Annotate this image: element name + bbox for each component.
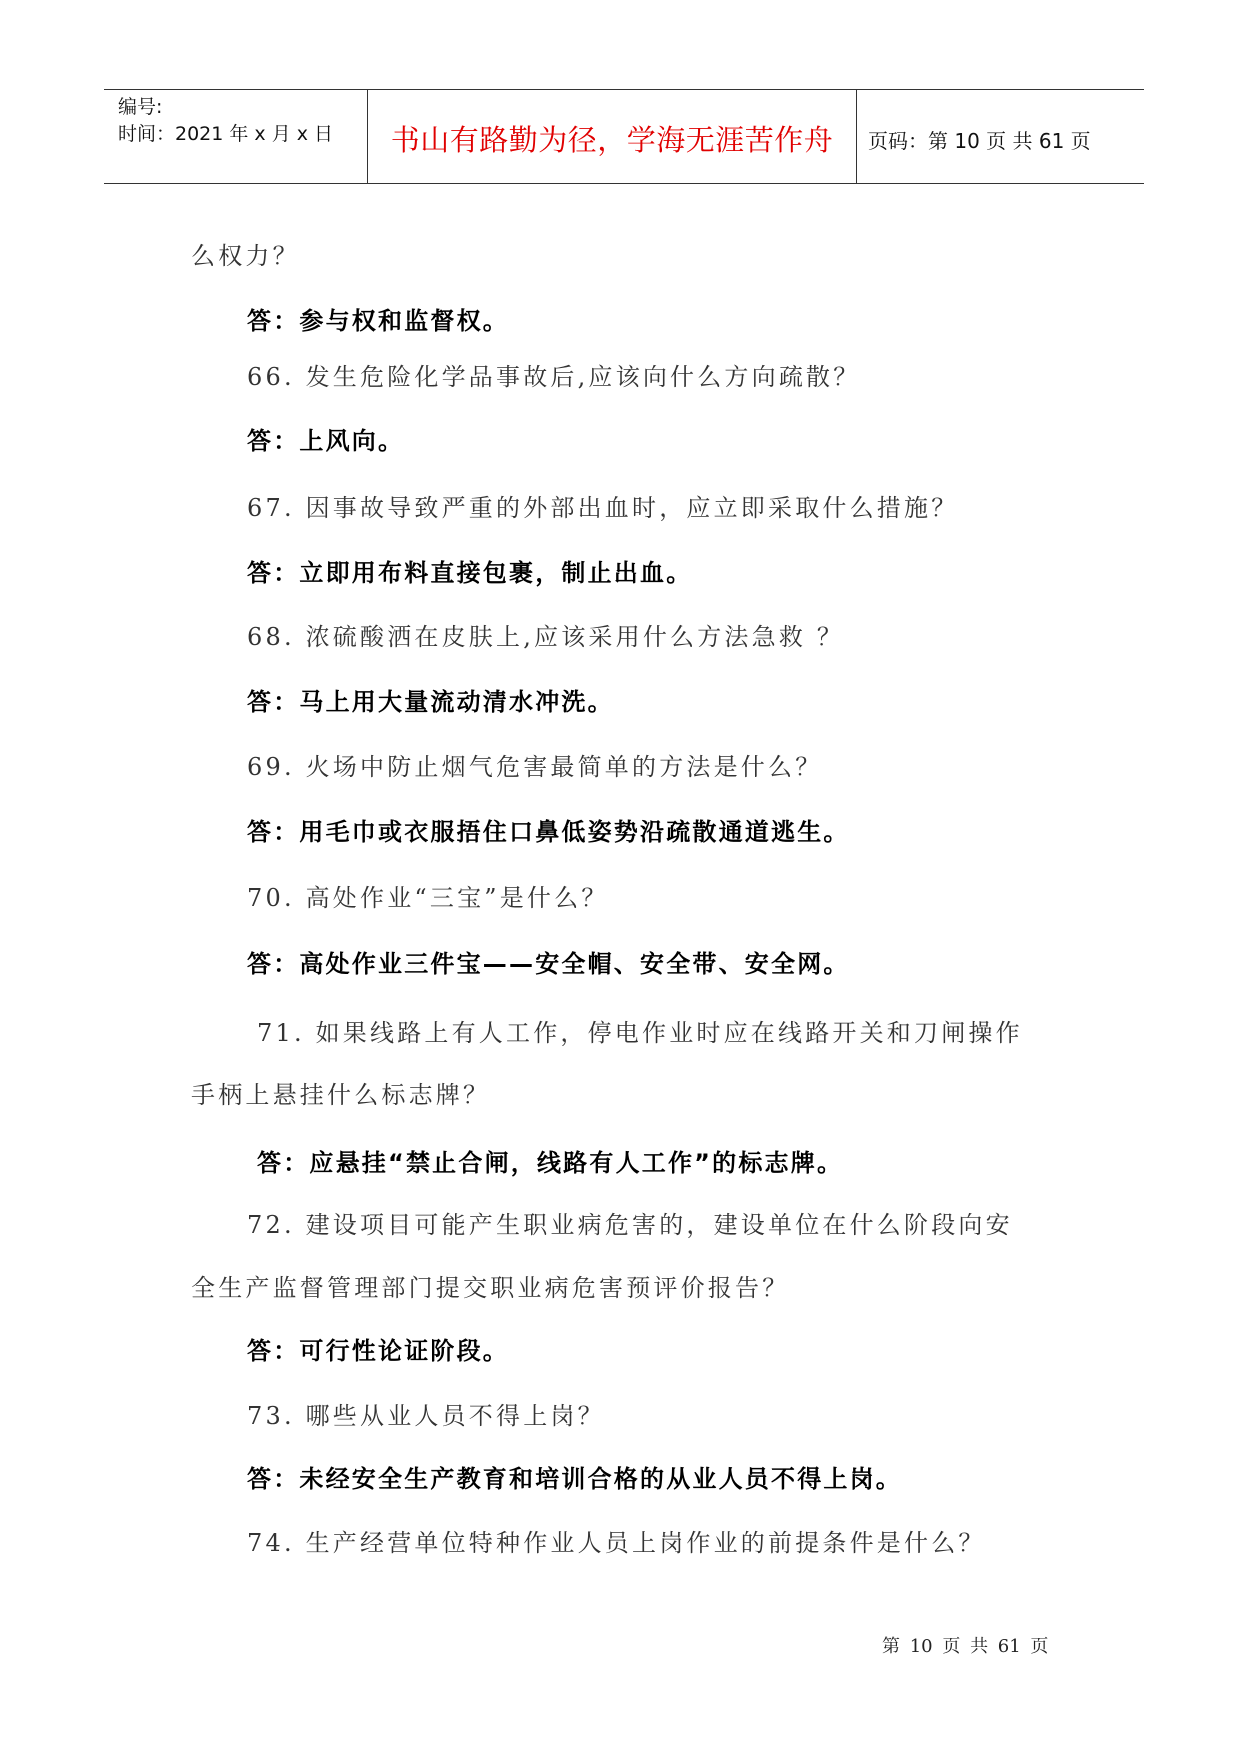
- question-line: 71. 如果线路上有人工作，停电作业时应在线路开关和刀闸操作: [257, 1019, 1023, 1047]
- answer-line: 答：高处作业三件宝——安全帽、安全带、安全网。: [247, 950, 850, 978]
- question-line: 66. 发生危险化学品事故后,应该向什么方向疏散？: [247, 363, 861, 391]
- answer-line: 答：应悬挂“禁止合闸，线路有人工作”的标志牌。: [257, 1149, 844, 1177]
- header-divider: [856, 90, 857, 183]
- header-page-number: 页码：第 10 页 共 61 页: [868, 129, 1091, 153]
- answer-line: 答：马上用大量流动清水冲洗。: [247, 688, 614, 716]
- question-line: 68. 浓硫酸洒在皮肤上,应该采用什么方法急救 ？: [247, 623, 845, 651]
- answer-line: 答：未经安全生产教育和培训合格的从业人员不得上岗。: [247, 1465, 902, 1493]
- answer-line: 答：用毛巾或衣服捂住口鼻低姿势沿疏散通道逃生。: [247, 818, 850, 846]
- document-time-label: 时间：2021 年 x 月 x 日: [118, 123, 334, 145]
- question-line: 72. 建设项目可能产生职业病危害的，建设单位在什么阶段向安: [247, 1211, 1013, 1239]
- header-meta: [118, 94, 333, 148]
- answer-line: 答：立即用布料直接包裹，制止出血。: [247, 559, 693, 587]
- header-divider: [367, 90, 368, 183]
- answer-line: 答：可行性论证阶段。: [247, 1337, 509, 1365]
- question-line: 67. 因事故导致严重的外部出血时，应立即采取什么措施？: [247, 494, 959, 522]
- question-line: 手柄上悬挂什么标志牌？: [191, 1081, 491, 1109]
- question-line: 73. 哪些从业人员不得上岗？: [247, 1402, 605, 1430]
- page-footer: 第 10 页 共 61 页: [882, 1636, 1049, 1657]
- question-line: 74. 生产经营单位特种作业人员上岗作业的前提条件是什么？: [247, 1529, 986, 1557]
- question-line: 么权力？: [191, 242, 300, 270]
- question-line: 70. 高处作业“三宝”是什么？: [247, 884, 609, 912]
- answer-line: 答：上风向。: [247, 427, 405, 455]
- page-header: [104, 89, 1144, 184]
- question-line: 全生产监督管理部门提交职业病危害预评价报告？: [191, 1274, 790, 1302]
- question-line: 69. 火场中防止烟气危害最简单的方法是什么？: [247, 753, 823, 781]
- header-motto: 书山有路勤为径，学海无涯苦作舟: [390, 123, 834, 157]
- document-number-label: 编号:: [118, 96, 163, 118]
- answer-line: 答：参与权和监督权。: [247, 307, 509, 335]
